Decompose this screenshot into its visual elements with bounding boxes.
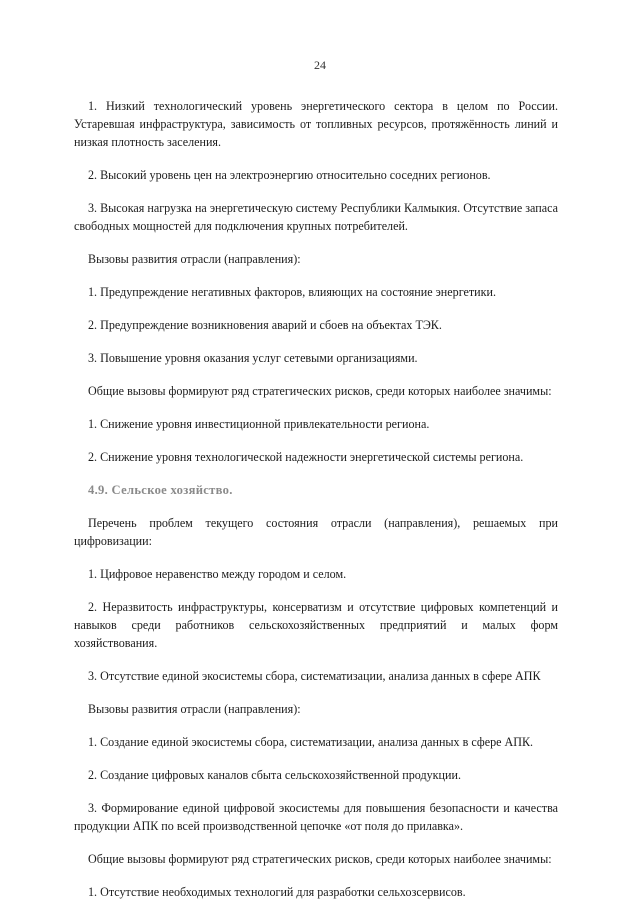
paragraph: 1. Низкий технологический уровень энергетического сектора в целом по России. Устаревшая инфраструктура, зависимость от топливных ресурсов, протяжённость линий и низкая плотность заселения. xyxy=(74,99,558,149)
paragraph: 2. Предупреждение возникновения аварий и сбоев на объектах ТЭК. xyxy=(88,318,442,332)
paragraph: Общие вызовы формируют ряд стратегических рисков, среди которых наиболее значимы: xyxy=(88,384,552,398)
paragraph: 1. Цифровое неравенство между городом и селом. xyxy=(88,567,347,581)
paragraph: 1. Отсутствие необходимых технологий для разработки сельхозсервисов. xyxy=(88,885,466,899)
section-heading: 4.9. Сельское хозяйство. xyxy=(88,483,233,497)
paragraph: Вызовы развития отрасли (направления): xyxy=(88,252,301,266)
paragraph: 3. Отсутствие единой экосистемы сбора, систематизации, анализа данных в сфере АПК xyxy=(88,669,541,683)
paragraph: 2. Высокий уровень цен на электроэнергию относительно соседних регионов. xyxy=(88,168,491,182)
paragraph: 1. Снижение уровня инвестиционной привлекательности региона. xyxy=(88,417,430,431)
paragraph: Перечень проблем текущего состояния отрасли (направления), решаемых при цифровизации: xyxy=(74,516,558,548)
paragraph: 2. Снижение уровня технологической надежности энергетической системы региона. xyxy=(88,450,524,464)
paragraph: 3. Высокая нагрузка на энергетическую систему Республики Калмыкия. Отсутствие запаса свободных мощностей для подключения крупных потребителей. xyxy=(74,201,558,233)
page-number: 24 xyxy=(314,58,326,72)
paragraph: Общие вызовы формируют ряд стратегических рисков, среди которых наиболее значимы: xyxy=(88,852,552,866)
paragraph: 1. Создание единой экосистемы сбора, систематизации, анализа данных в сфере АПК. xyxy=(88,735,534,749)
paragraph: 2. Неразвитость инфраструктуры, консерватизм и отсутствие цифровых компетенций и навыков среди работников сельскохозяйственных предприятий и малых форм хозяйствования. xyxy=(74,600,558,650)
paragraph: Вызовы развития отрасли (направления): xyxy=(88,702,301,716)
paragraph: 3. Формирование единой цифровой экосистемы для повышения безопасности и качества продукции АПК по всей производственной цепочке «от поля до прилавка». xyxy=(74,801,558,833)
paragraph: 3. Повышение уровня оказания услуг сетевыми организациями. xyxy=(88,351,418,365)
paragraph: 2. Создание цифровых каналов сбыта сельскохозяйственной продукции. xyxy=(88,768,461,782)
paragraph: 1. Предупреждение негативных факторов, влияющих на состояние энергетики. xyxy=(88,285,496,299)
page-content xyxy=(74,97,558,916)
